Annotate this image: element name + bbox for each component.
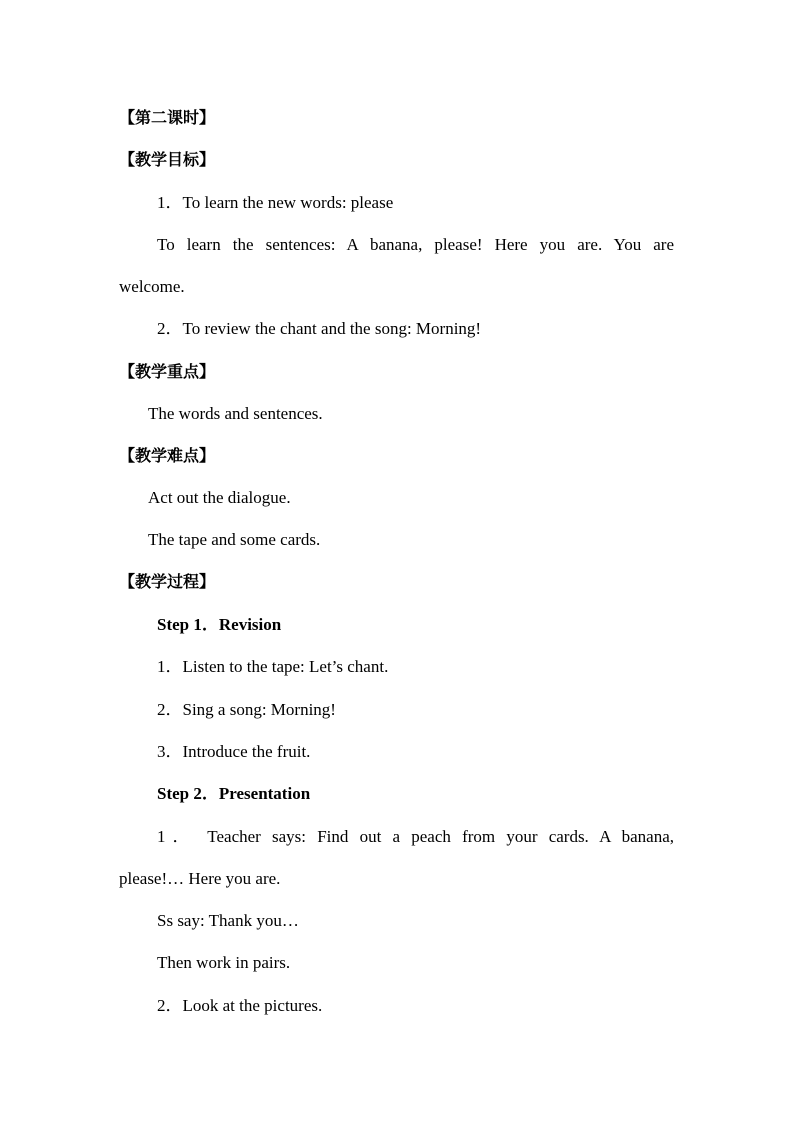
step2-item-1-end: please!… Here you are. [119,869,281,888]
objective-item-1-continuation: To learn the sentences: A banana, please! Here you are. You are [157,235,674,254]
objective-item-2: 2．To review the chant and the song: Morning! [157,319,482,338]
step2-item-2: 2．Look at the pictures. [157,996,323,1015]
objectives-heading: 【教学目标】 [119,150,216,169]
key-points-heading: 【教学重点】 [119,362,216,381]
objective-item-1: 1．To learn the new words: please [157,193,394,212]
key-points-text: The words and sentences. [148,404,323,423]
step1-title: Step 1．Revision [157,615,282,634]
step2-ss-say: Ss say: Thank you… [157,911,299,930]
objective-item-1-end: welcome. [119,277,185,296]
difficulties-text-1: Act out the dialogue. [148,488,291,507]
step2-title: Step 2．Presentation [157,784,311,803]
step1-item-2: 2．Sing a song: Morning! [157,700,336,719]
difficulties-text-2: The tape and some cards. [148,530,321,549]
lesson-title: 【第二课时】 [119,108,216,127]
step1-item-1: 1．Listen to the tape: Let’s chant. [157,657,389,676]
step1-item-3: 3．Introduce the fruit. [157,742,311,761]
step2-item-1: 1． Teacher says: Find out a peach from your cards. A banana, [157,827,674,846]
difficulties-heading: 【教学难点】 [119,446,216,465]
step2-pairs: Then work in pairs. [157,953,291,972]
process-heading: 【教学过程】 [119,572,216,591]
